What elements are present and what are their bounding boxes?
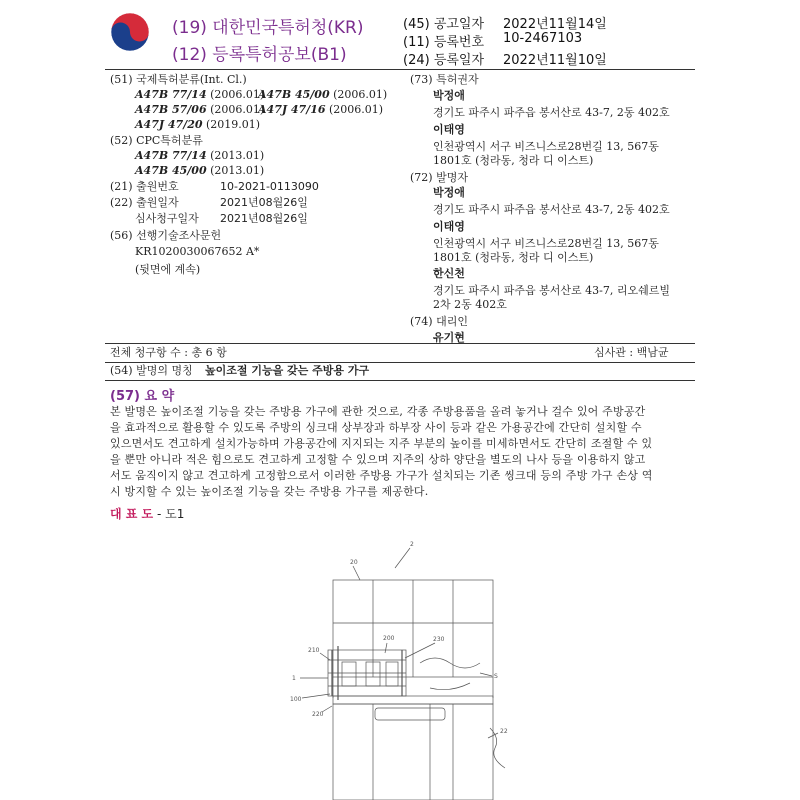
- abstract-body: [110, 404, 653, 500]
- fig-label-20: 20: [350, 559, 358, 566]
- abstract-line: 본 발명은 높이조절 기능을 갖는 주방용 가구에 관한 것으로, 각종 주방용품을 올려 놓거나 걸수 있어 주방공간: [110, 405, 646, 418]
- prior-art: KR1020030067652 A*: [135, 245, 260, 258]
- continued-note: (뒷면에 계속): [135, 263, 201, 276]
- app-no: 10-2021-0113090: [220, 180, 319, 193]
- fig-label-220: 220: [312, 711, 324, 718]
- abstract-line: 시 방지할 수 있는 높이조절 기능을 갖는 주방용 가구를 제공한다.: [110, 485, 429, 498]
- ipc-ver-3: (2006.01): [210, 103, 265, 116]
- reg-no: 10-2467103: [503, 31, 583, 46]
- ipc-ver-2: (2006.01): [333, 88, 388, 101]
- inventor-addr-2a: 인천광역시 서구 비즈니스로28번길 13, 567동: [433, 237, 659, 250]
- title-rule-top: [105, 362, 695, 363]
- examiner: 심사관 : 백남균: [594, 346, 669, 359]
- ipc-ver-4: (2006.01): [329, 103, 384, 116]
- ipc-ver-1: (2006.01): [210, 88, 265, 101]
- abstract-heading: (57) 요 약: [110, 389, 175, 404]
- title-label: (54) 발명의 명칭: [110, 364, 193, 377]
- cpc-ver-2: (2013.01): [210, 164, 265, 177]
- prior-art-label: (56) 선행기술조사문헌: [110, 229, 222, 242]
- fig-label-1: 1: [292, 675, 296, 682]
- publication-type: (12) 등록특허공보(B1): [172, 45, 347, 65]
- reg-date-label: (24) 등록일자: [403, 53, 485, 68]
- patentee-name-1: 박정애: [433, 89, 465, 102]
- ipc-code-3: A47B 57/06: [135, 103, 207, 116]
- exam-date-label: 심사청구일자: [135, 212, 199, 225]
- reg-date: 2022년11월10일: [503, 53, 607, 68]
- cpc-code-2: A47B 45/00: [135, 164, 207, 177]
- patentee-addr-2a: 인천광역시 서구 비즈니스로28번길 13, 567동: [433, 140, 659, 153]
- app-date: 2021년08월26일: [220, 196, 308, 209]
- app-date-label: (22) 출원일자: [110, 196, 179, 209]
- patentee-label: (73) 특허권자: [410, 73, 479, 86]
- fig-label-s: S: [494, 673, 498, 680]
- inventor-addr-3a: 경기도 파주시 파주읍 봉서산로 43-7, 리오쉐르빌: [433, 284, 670, 297]
- cpc-label: (52) CPC특허분류: [110, 134, 203, 147]
- publication-country: (19) 대한민국특허청(KR): [172, 18, 364, 38]
- reg-no-label: (11) 등록번호: [403, 35, 485, 50]
- patentee-addr-1: 경기도 파주시 파주읍 봉서산로 43-7, 2동 402호: [433, 106, 670, 119]
- pub-date-label: (45) 공고일자: [403, 17, 485, 32]
- rep-fig: - 도1: [156, 507, 185, 521]
- invention-title: 높이조절 기능을 갖는 주방용 가구: [205, 364, 370, 377]
- representative-drawing: [280, 528, 540, 800]
- kipo-logo-icon: [110, 12, 150, 52]
- claims-count: 전체 청구항 수 : 총 6 항: [110, 346, 227, 359]
- ipc-ver-5: (2019.01): [206, 118, 261, 131]
- exam-date: 2021년08월26일: [220, 212, 308, 225]
- inventor-addr-1: 경기도 파주시 파주읍 봉서산로 43-7, 2동 402호: [433, 203, 670, 216]
- agent-name: 유기현: [433, 331, 465, 344]
- cpc-ver-1: (2013.01): [210, 149, 265, 162]
- cpc-code-1: A47B 77/14: [135, 149, 207, 162]
- fig-label-100: 100: [290, 696, 302, 703]
- fig-label-230: 230: [433, 636, 445, 643]
- ipc-code-2: A47B 45/00: [258, 88, 330, 101]
- patentee-name-2: 이태영: [433, 123, 465, 136]
- abstract-line: 을 효과적으로 활용할 수 있도록 주방의 싱크대 상부장과 하부장 사이 등과 같은 가용공간에 간단히 설치할 수: [110, 421, 642, 434]
- ipc-code-5: A47J 47/20: [135, 118, 203, 131]
- patentee-addr-2b: 1801호 (청라동, 청라 디 이스트): [433, 154, 594, 167]
- header-rule: [105, 69, 695, 70]
- agent-label: (74) 대리인: [410, 315, 468, 328]
- abstract-line: 을 뿐만 아니라 적은 힘으로도 견고하게 고정할 수 있으며 지주의 상하 양단을 별도의 나사 등을 이용하지 않고: [110, 453, 646, 466]
- fig-label-210: 210: [308, 647, 320, 654]
- title-rule-bottom: [105, 380, 695, 381]
- abstract-line: 있으면서도 견고하게 설치가능하며 가용공간에 지지되는 지주 부분의 높이를 미세하면서도 간단히 조절할 수 있: [110, 437, 653, 450]
- inventor-addr-3b: 2차 2동 402호: [433, 298, 507, 311]
- rep-fig-row: [110, 505, 184, 522]
- ipc-code-4: A47J 47/16: [258, 103, 326, 116]
- claims-rule: [105, 343, 695, 344]
- inventor-addr-2b: 1801호 (청라동, 청라 디 이스트): [433, 251, 594, 264]
- fig-label-22: 22: [500, 728, 508, 735]
- ipc-label: (51) 국제특허분류(Int. Cl.): [110, 73, 247, 86]
- pub-date: 2022년11월14일: [503, 17, 607, 32]
- inventor-name-3: 한신천: [433, 267, 465, 280]
- ipc-code-1: A47B 77/14: [135, 88, 207, 101]
- inventor-name-2: 이태영: [433, 220, 465, 233]
- fig-label-2: 2: [410, 541, 414, 548]
- inventor-name-1: 박정애: [433, 186, 465, 199]
- fig-label-200: 200: [383, 635, 395, 642]
- abstract-line: 서도 움직이지 않고 견고하게 고정함으로서 이러한 주방용 가구가 설치되는 기존 씽크대 등의 주방 가구 손상 역: [110, 469, 653, 482]
- inventor-label: (72) 발명자: [410, 171, 468, 184]
- app-no-label: (21) 출원번호: [110, 180, 179, 193]
- rep-fig-label: 대 표 도: [110, 507, 154, 521]
